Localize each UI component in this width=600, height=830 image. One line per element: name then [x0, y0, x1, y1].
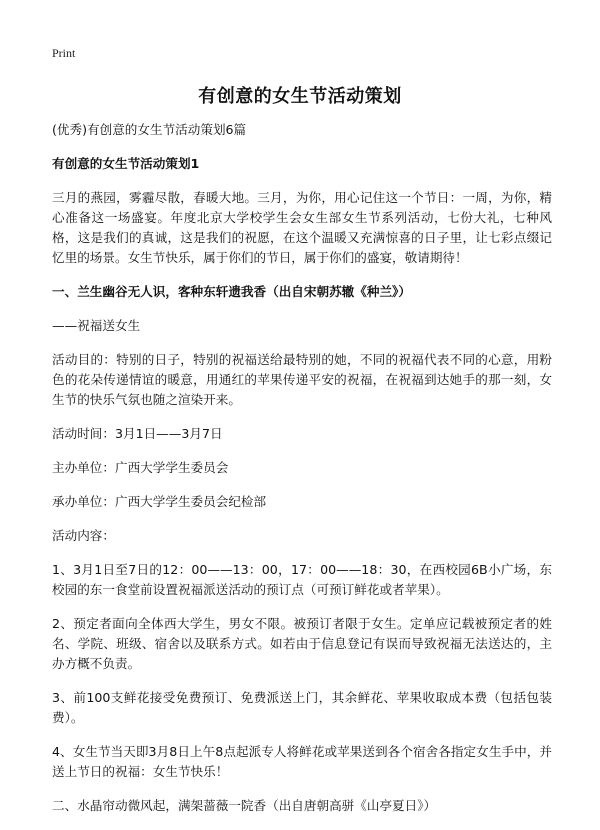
content-item-3: 3、前100支鲜花接受免费预订、免费派送上门，其余鲜花、苹果收取成本费（包括包装费）。: [52, 690, 552, 725]
document-body: [52, 120, 552, 830]
section-title: 有创意的女生节活动策划1: [52, 156, 200, 171]
tagline: ——祝福送女生: [52, 318, 141, 333]
document-subtitle: (优秀)有创意的女生节活动策划6篇: [52, 122, 247, 137]
page-title: 有创意的女生节活动策划: [198, 86, 402, 107]
heading-2: 二、水晶帘动微风起，满架蔷薇一院香（出自唐朝高骈《山亭夏日》）: [52, 798, 437, 813]
content-label: 活动内容：: [52, 528, 115, 543]
heading-1: 一、兰生幽谷无人识，客种东轩遗我香（出自宋朝苏辙《种兰》）: [52, 284, 411, 299]
intro-paragraph: 三月的燕园，雾霾尽散，春暖大地。三月，为你，用心记住这一个节日：一周，为你，精心准备这一场盛宴。年度北京大学校学生会女生部女生节系列活动，七份大礼，七种风格，这是我们的真诚，这是我们的祝愿，在这个温暖又充满惊喜的日子里，让七彩点缀记忆里的场景。女生节快乐，属于你们的节日，属于你们的盛宴，敬请期待！: [52, 190, 552, 265]
content-item-4: 4、女生节当天即3月8日上午8点起派专人将鲜花或苹果送到各个宿舍各指定女生手中，并送上节日的祝福：女生节快乐！: [52, 744, 552, 779]
organizer-unit: 承办单位：广西大学学生委员会纪检部: [52, 494, 267, 509]
content-item-2: 2、预定者面向全体西大学生，男女不限。被预订者限于女生。定单应记载被预定者的姓名、学院、班级、宿舍以及联系方式。如若由于信息登记有误而导致祝福无法送达的，主办方概不负责。: [52, 616, 552, 671]
host-unit: 主办单位：广西大学学生委员会: [52, 460, 229, 475]
activity-time: 活动时间：3月1日——3月7日: [52, 426, 223, 441]
print-label[interactable]: Print: [52, 46, 76, 60]
purpose-paragraph: 活动目的：特别的日子，特别的祝福送给最特别的她，不同的祝福代表不同的心意，用粉色的花朵传递情谊的暖意，用通红的苹果传递平安的祝福，在祝福到达她手的那一刻，女生节的快乐气氛也随之渲染开来。: [52, 352, 552, 407]
content-item-1: 1、3月1日至7日的12：00——13：00，17：00——18：30，在西校园6B小广场，东校园的东一食堂前设置祝福派送活动的预订点（可预订鲜花或者苹果）。: [52, 562, 552, 597]
